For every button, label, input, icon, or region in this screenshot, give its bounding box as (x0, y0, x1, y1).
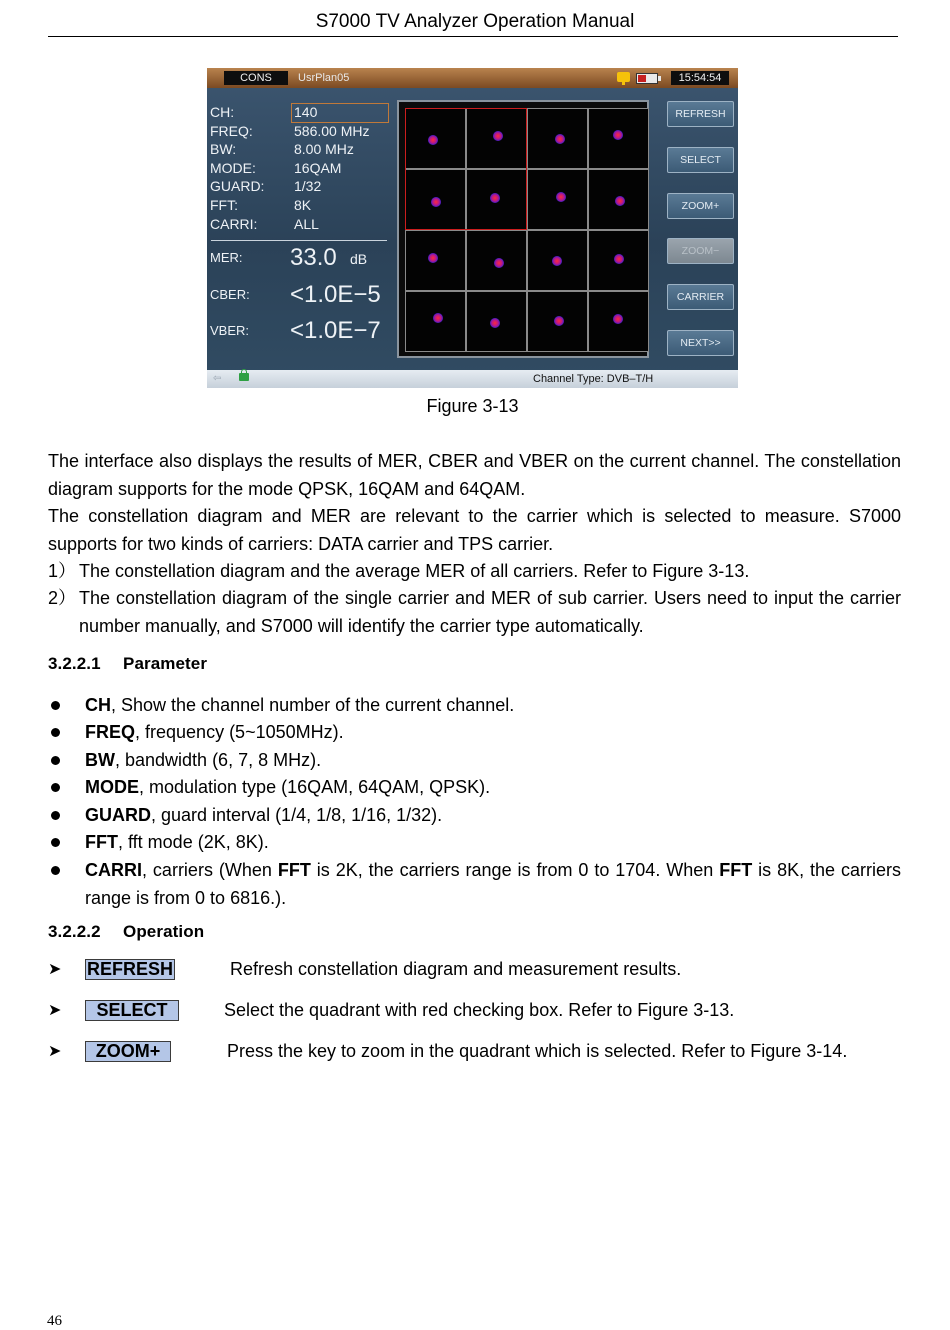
clock: 15:54:54 (671, 71, 729, 85)
constellation-cell (588, 169, 649, 230)
channel-type: Channel Type: DVB–T/H (533, 373, 654, 385)
param-value: 8.00 MHz (294, 141, 354, 158)
bullet-text (85, 747, 901, 775)
constellation-point (552, 256, 562, 266)
constellation-point (555, 134, 565, 144)
constellation-point (493, 131, 503, 141)
screen-top-bar (207, 68, 738, 88)
mer-label: MER: (210, 250, 243, 265)
bullet-text (85, 829, 901, 857)
constellation-point (490, 193, 500, 203)
operation-item (48, 959, 901, 983)
constellation-cell (466, 230, 527, 291)
bullet-text (85, 774, 901, 802)
term-desc: , guard interval (1/4, 1/8, 1/16, 1/32). (151, 805, 443, 825)
constellation-point (428, 135, 438, 145)
bullet-dot-icon (51, 811, 60, 820)
constellation-cell (588, 230, 649, 291)
bullet-text (85, 692, 901, 720)
constellation-cell (588, 108, 649, 169)
arrow-bullet-icon: ➤ (48, 1002, 62, 1019)
term: FFT (277, 860, 311, 880)
lock-icon (239, 373, 249, 381)
constellation-cell (466, 169, 527, 230)
term: FREQ (85, 722, 136, 742)
term-desc: , modulation type (16QAM, 64QAM, QPSK). (139, 777, 491, 797)
term-desc: , bandwidth (6, 7, 8 MHz). (115, 750, 322, 770)
param-value: 8K (294, 196, 312, 213)
constellation-point (614, 254, 624, 264)
item-text: The constellation diagram and the average MER of all carriers. Refer to Figure 3-13. (79, 561, 750, 581)
term: CARRI (85, 860, 142, 880)
softkey-select[interactable]: SELECT (667, 147, 734, 173)
warning-icon (617, 72, 630, 82)
constellation-cell (527, 169, 588, 230)
section-heading (48, 654, 207, 674)
param-value: 1/32 (294, 178, 322, 195)
screen-bottom-bar (207, 370, 738, 388)
param-label: CH: (210, 104, 235, 120)
term-desc: , frequency (5~1050MHz). (135, 722, 344, 742)
battery-icon (636, 73, 658, 84)
paragraph: The constellation diagram and MER are relevant to the carrier which is selected to measure. S7000 supports for two kinds of carriers: DATA carrier and TPS carrier. (48, 506, 901, 554)
section-title: Parameter (123, 654, 208, 673)
key-zoom-in: ZOOM+ (85, 1041, 171, 1062)
figure-caption: Figure 3-13 (426, 396, 519, 416)
term: FFT (85, 832, 118, 852)
section-title: Operation (123, 922, 205, 941)
term: GUARD (85, 805, 151, 825)
section-number: 3.2.2.2 (48, 922, 101, 941)
bullet-dot-icon (51, 701, 60, 710)
section-number: 3.2.2.1 (48, 654, 101, 673)
term: MODE (85, 777, 139, 797)
term-desc: , Show the channel number of the current channel. (111, 695, 515, 715)
arrow-bullet-icon: ➤ (48, 961, 62, 978)
bullet-text (85, 802, 901, 830)
operation-desc: Refresh constellation diagram and measurement results. (230, 959, 682, 979)
bullet-text (85, 857, 901, 912)
constellation-cell (405, 230, 466, 291)
constellation-cell (466, 291, 527, 352)
channel-value[interactable]: 140 (294, 104, 318, 120)
constellation-point (428, 253, 438, 263)
param-label: MODE: (210, 159, 256, 176)
param-label: GUARD: (210, 178, 265, 195)
param-label: BW: (210, 141, 237, 158)
constellation-cell (405, 108, 466, 169)
key-refresh: REFRESH (86, 959, 173, 979)
constellation-cell (527, 230, 588, 291)
constellation-cell (405, 291, 466, 352)
operation-item (48, 1041, 901, 1065)
constellation-cell (588, 291, 649, 352)
cber-label: CBER: (210, 287, 250, 302)
item-text: The constellation diagram of the single carrier and MER of sub carrier. Users need to input the carrier number manually, and S7000 will identify the carrier type automatically. (79, 588, 901, 636)
param-label: CARRI: (210, 215, 258, 232)
bullet-dot-icon (51, 728, 60, 737)
plan-name: UsrPlan05 (298, 72, 350, 84)
param-value: 586.00 MHz (294, 122, 370, 139)
operation-desc: Press the key to zoom in the quadrant which is selected. Refer to Figure 3-14. (227, 1041, 848, 1061)
operation-desc: Select the quadrant with red checking box. Refer to Figure 3-13. (224, 1000, 735, 1020)
param-value: 16QAM (294, 159, 342, 176)
constellation-point (556, 192, 566, 202)
term: CH (85, 695, 111, 715)
param-label: FFT: (210, 196, 238, 213)
constellation-point (613, 130, 623, 140)
term-desc: , fft mode (2K, 8K). (118, 832, 269, 852)
item-number: 1） (48, 561, 77, 581)
constellation-cell (405, 169, 466, 230)
bullet-text (85, 719, 901, 747)
softkey-carrier[interactable]: CARRIER (667, 284, 734, 310)
paragraph: The interface also displays the results of MER, CBER and VBER on the current channel. The constellation diagram supports for the mode QPSK, 16QAM and 64QAM. (48, 451, 901, 499)
param-label: FREQ: (210, 122, 253, 139)
constellation-point (490, 318, 500, 328)
cber-value: <1.0E−5 (290, 281, 381, 308)
mer-value: 33.0 (290, 244, 337, 271)
item-number: 2） (48, 588, 77, 608)
analyzer-screenshot (207, 68, 738, 388)
constellation-point (494, 258, 504, 268)
param-value: ALL (294, 215, 319, 232)
bullet-dot-icon (51, 866, 60, 875)
softkey-refresh[interactable]: REFRESH (667, 101, 734, 127)
key-select: SELECT (85, 1000, 179, 1021)
arrow-bullet-icon: ➤ (48, 1043, 62, 1060)
constellation-point (615, 196, 625, 206)
constellation-point (431, 197, 441, 207)
term: FFT (719, 860, 753, 880)
constellation-cell (527, 108, 588, 169)
softkey-next[interactable]: NEXT>> (667, 330, 734, 356)
mode-tab[interactable]: CONS (224, 71, 288, 85)
bullet-dot-icon (51, 838, 60, 847)
softkey-zoom-in[interactable]: ZOOM+ (667, 193, 734, 219)
mer-unit: dB (350, 251, 368, 267)
operation-item (48, 1000, 901, 1024)
back-arrow-icon[interactable]: ⇦ (213, 373, 222, 384)
param-divider (211, 240, 387, 241)
header-rule (48, 36, 898, 37)
page-number: 46 (47, 1313, 62, 1329)
vber-label: VBER: (210, 323, 250, 338)
constellation-cell (527, 291, 588, 352)
bullet-dot-icon (51, 756, 60, 765)
section-heading (48, 922, 204, 942)
constellation-point (433, 313, 443, 323)
bullet-dot-icon (51, 783, 60, 792)
constellation-cell (466, 108, 527, 169)
constellation-point (554, 316, 564, 326)
vber-value: <1.0E−7 (290, 317, 381, 344)
page-header-title: S7000 TV Analyzer Operation Manual (315, 11, 635, 32)
term: BW (85, 750, 115, 770)
constellation-point (613, 314, 623, 324)
softkey-zoom-out[interactable]: ZOOM− (667, 238, 734, 264)
term-desc: , carriers (When (142, 860, 278, 880)
constellation-diagram[interactable] (397, 100, 649, 358)
term-desc: is 8K, the carriers range is from 0 to 6816.). (85, 860, 901, 908)
term-desc: is 2K, the carriers range is from 0 to 1704. When (310, 860, 720, 880)
